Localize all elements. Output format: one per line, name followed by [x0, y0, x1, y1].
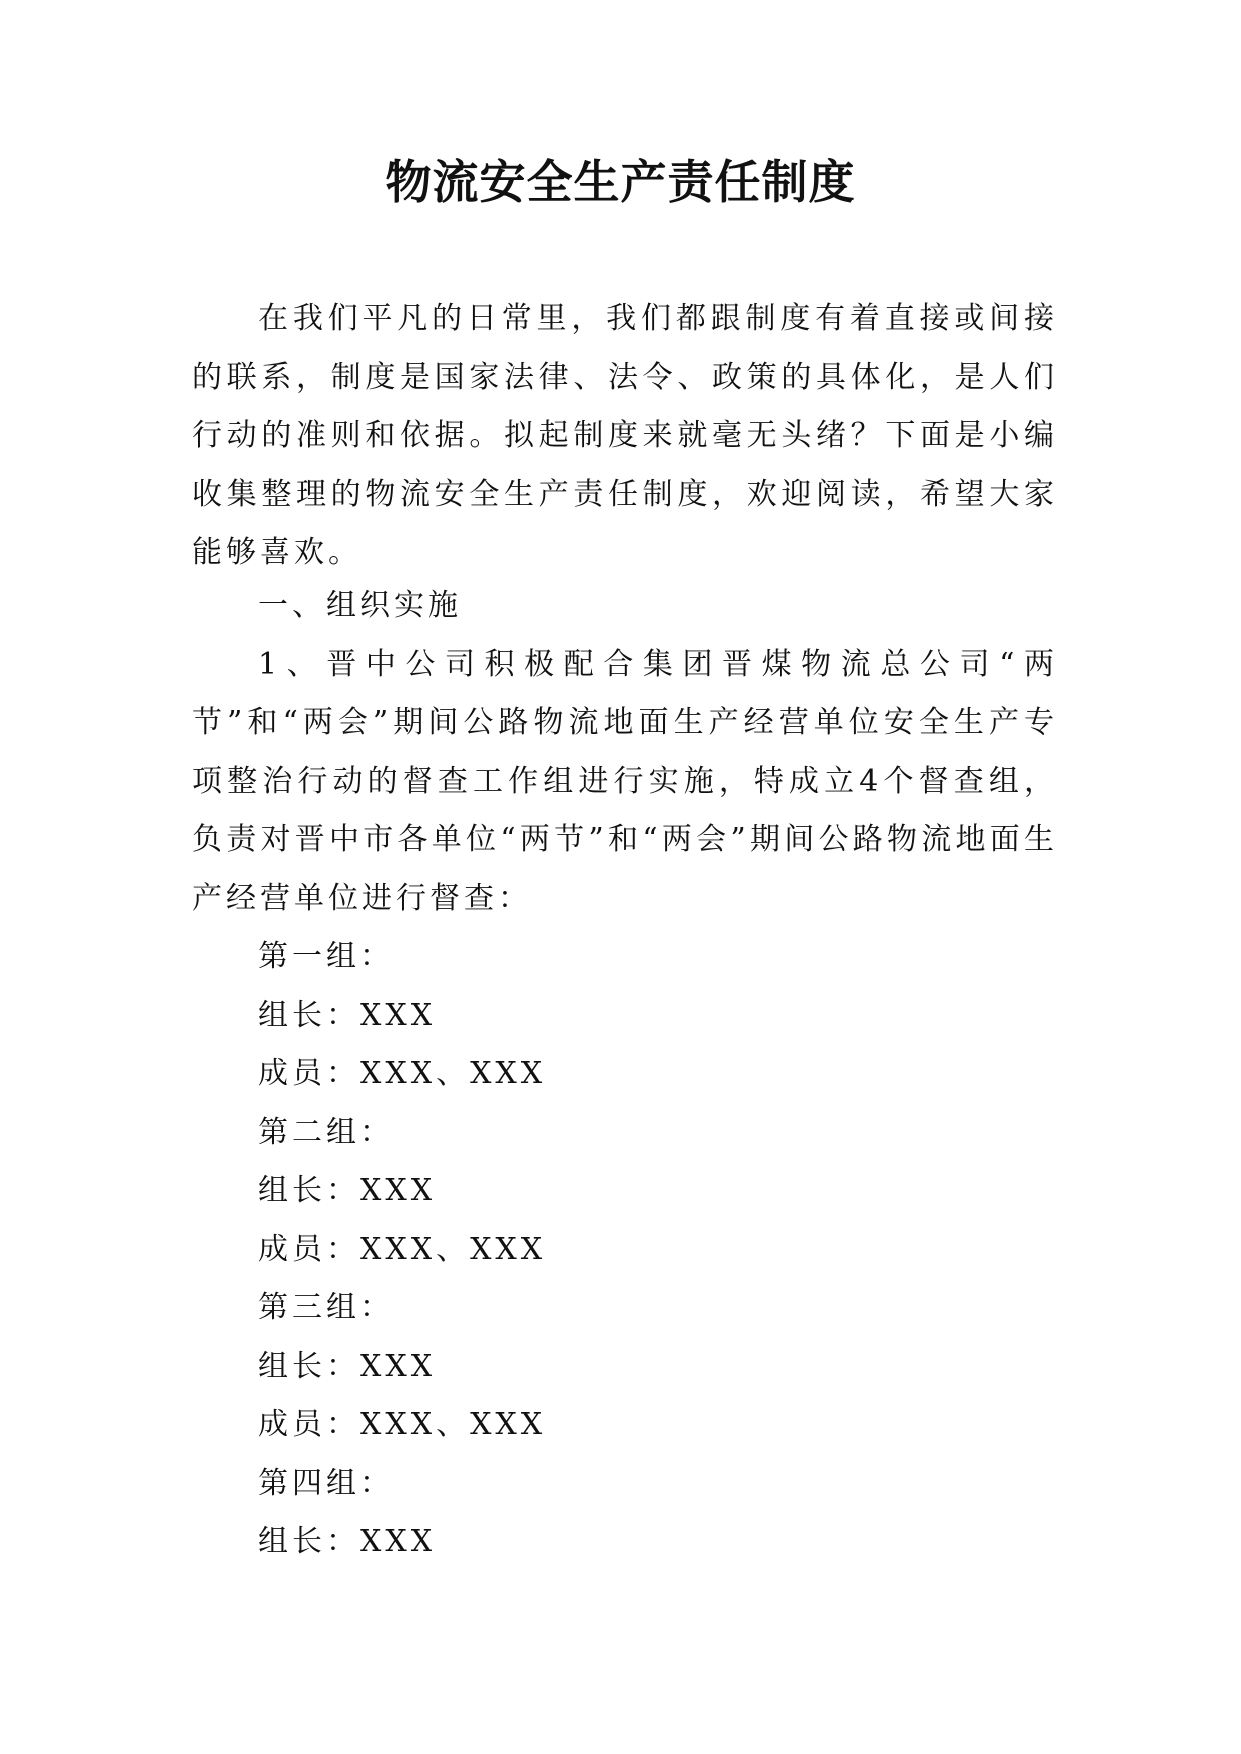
paragraph-1: 1、晋中公司积极配合集团晋煤物流总公司“两节”和“两会”期间公路物流地面生产经营单位安全生产专项整治行动的督查工作组进行实施，特成立4个督查组，负责对晋中市各单位“两节”和“两会”期间公路物流地面生产经营单位进行督查：	[192, 646, 1058, 916]
document-title: 物流安全生产责任制度	[385, 155, 856, 209]
group-2-name: 第二组：	[258, 1114, 394, 1150]
group-3-name: 第三组：	[258, 1290, 394, 1325]
section-heading: 一、组织实施	[258, 588, 462, 623]
group-1-members: 成员：XXX、XXX	[258, 1056, 547, 1091]
section-organization	[192, 577, 1058, 1572]
group-4-leader: 组长：XXX	[258, 1524, 437, 1559]
group-1-leader: 组长：XXX	[258, 997, 437, 1033]
group-2-members: 成员：XXX、XXX	[258, 1231, 547, 1267]
group-1-name: 第一组：	[258, 939, 394, 974]
group-3-leader: 组长：XXX	[258, 1348, 437, 1384]
group-4-name: 第四组：	[258, 1465, 394, 1501]
group-2-leader: 组长：XXX	[258, 1173, 437, 1208]
group-3-members: 成员：XXX、XXX	[258, 1407, 547, 1442]
intro-paragraph: 在我们平凡的日常里，我们都跟制度有着直接或间接的联系，制度是国家法律、法令、政策的具体化，是人们行动的准则和依据。拟起制度来就毫无头绪？下面是小编收集整理的物流安全生产责任制度，欢迎阅读，希望大家能够喜欢。	[192, 301, 1058, 570]
